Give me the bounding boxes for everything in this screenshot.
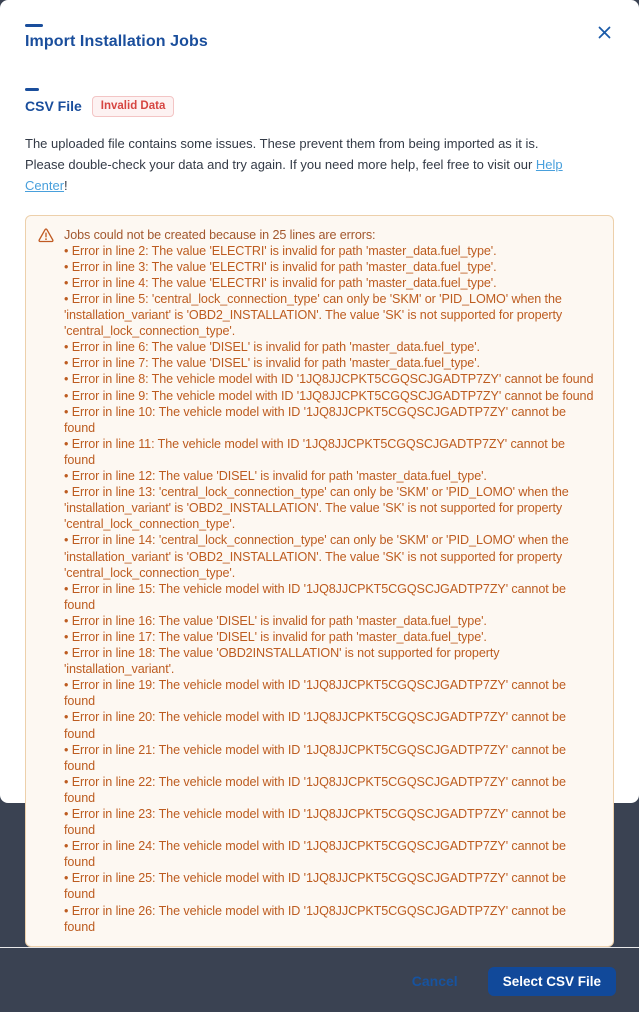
error-line: • Error in line 7: The value 'DISEL' is invalid for path 'master_data.fuel_type'. xyxy=(64,355,599,371)
csv-file-section-header xyxy=(25,88,614,117)
error-line: • Error in line 19: The vehicle model with ID '1JQ8JJCPKT5CGQSCJGADTP7ZY' cannot be found xyxy=(64,677,599,709)
error-line: • Error in line 17: The value 'DISEL' is invalid for path 'master_data.fuel_type'. xyxy=(64,629,599,645)
error-line: • Error in line 8: The vehicle model with ID '1JQ8JJCPKT5CGQSCJGADTP7ZY' cannot be found xyxy=(64,371,599,387)
error-line: • Error in line 6: The value 'DISEL' is invalid for path 'master_data.fuel_type'. xyxy=(64,339,599,355)
error-warning-panel xyxy=(25,215,614,947)
section-title: CSV File xyxy=(25,98,82,115)
intro-line-2: Please double-check your data and try again. If you need more help, feel free to visit our xyxy=(25,156,536,172)
modal-body xyxy=(0,67,639,947)
error-line: • Error in line 2: The value 'ELECTRI' is invalid for path 'master_data.fuel_type'. xyxy=(64,243,599,259)
warning-triangle-icon xyxy=(38,228,54,248)
error-line: • Error in line 18: The value 'OBD2INSTALLATION' is not supported for property 'installation_variant'. xyxy=(64,645,599,677)
close-icon xyxy=(598,26,611,42)
close-button[interactable] xyxy=(594,24,614,44)
intro-suffix: ! xyxy=(64,177,68,193)
error-line: • Error in line 15: The vehicle model with ID '1JQ8JJCPKT5CGQSCJGADTP7ZY' cannot be found xyxy=(64,581,599,613)
error-line: • Error in line 13: 'central_lock_connection_type' can only be 'SKM' or 'PID_LOMO' when the 'installation_variant' is 'OBD2_INSTALLATION'. The value 'SK' is not supported for property 'central_lock_connection_type'. xyxy=(64,484,599,532)
error-line: • Error in line 3: The value 'ELECTRI' is invalid for path 'master_data.fuel_type'. xyxy=(64,259,599,275)
cancel-button[interactable]: Cancel xyxy=(411,973,458,990)
help-center-link[interactable]: Help Center xyxy=(25,156,563,193)
error-line: • Error in line 4: The value 'ELECTRI' is invalid for path 'master_data.fuel_type'. xyxy=(64,275,599,291)
page-title: Import Installation Jobs xyxy=(25,33,208,50)
error-line: • Error in line 12: The value 'DISEL' is invalid for path 'master_data.fuel_type'. xyxy=(64,468,599,484)
error-line: • Error in line 10: The vehicle model with ID '1JQ8JJCPKT5CGQSCJGADTP7ZY' cannot be found xyxy=(64,404,599,436)
error-line: • Error in line 16: The value 'DISEL' is invalid for path 'master_data.fuel_type'. xyxy=(64,613,599,629)
invalid-data-badge: Invalid Data xyxy=(92,96,175,117)
error-line: • Error in line 9: The vehicle model with ID '1JQ8JJCPKT5CGQSCJGADTP7ZY' cannot be found xyxy=(64,388,599,404)
error-line: • Error in line 24: The vehicle model with ID '1JQ8JJCPKT5CGQSCJGADTP7ZY' cannot be found xyxy=(64,838,599,870)
error-line: • Error in line 22: The vehicle model with ID '1JQ8JJCPKT5CGQSCJGADTP7ZY' cannot be found xyxy=(64,774,599,806)
select-csv-file-button[interactable]: Select CSV File xyxy=(488,967,616,996)
section-accent-dash xyxy=(25,88,39,91)
error-line: • Error in line 20: The vehicle model with ID '1JQ8JJCPKT5CGQSCJGADTP7ZY' cannot be found xyxy=(64,709,599,741)
error-line: • Error in line 21: The vehicle model with ID '1JQ8JJCPKT5CGQSCJGADTP7ZY' cannot be found xyxy=(64,742,599,774)
error-line: • Error in line 14: 'central_lock_connection_type' can only be 'SKM' or 'PID_LOMO' when the 'installation_variant' is 'OBD2_INSTALLATION'. The value 'SK' is not supported for property 'central_lock_connection_type'. xyxy=(64,532,599,580)
title-accent-dash xyxy=(25,24,43,27)
error-line: • Error in line 23: The vehicle model with ID '1JQ8JJCPKT5CGQSCJGADTP7ZY' cannot be found xyxy=(64,806,599,838)
error-line: • Error in line 25: The vehicle model with ID '1JQ8JJCPKT5CGQSCJGADTP7ZY' cannot be found xyxy=(64,870,599,902)
intro-paragraph xyxy=(25,133,601,196)
intro-line-1: The uploaded file contains some issues. These prevent them from being imported as it is. xyxy=(25,135,539,151)
error-summary-heading: Jobs could not be created because in 25 lines are errors: xyxy=(64,227,376,242)
error-line: • Error in line 5: 'central_lock_connection_type' can only be 'SKM' or 'PID_LOMO' when the 'installation_variant' is 'OBD2_INSTALLATION'. The value 'SK' is not supported for property 'central_lock_connection_type'. xyxy=(64,291,599,339)
modal-header xyxy=(0,0,639,67)
error-list xyxy=(64,243,599,935)
error-line: • Error in line 26: The vehicle model with ID '1JQ8JJCPKT5CGQSCJGADTP7ZY' cannot be found xyxy=(64,903,599,935)
error-line: • Error in line 11: The vehicle model with ID '1JQ8JJCPKT5CGQSCJGADTP7ZY' cannot be found xyxy=(64,436,599,468)
modal-footer xyxy=(0,947,639,1012)
